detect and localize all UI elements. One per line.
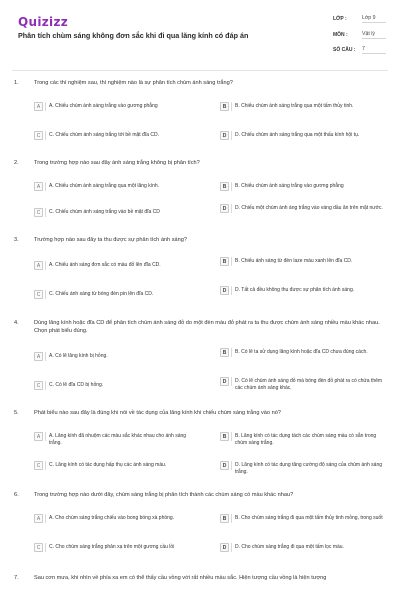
option-text: B. Chiếu chùm ánh sáng trắng vào gương phẳng [235, 183, 344, 189]
option-text: B. Chiếu chùm ánh sáng trắng qua một tấm thủy tinh. [235, 103, 354, 109]
option-letter-box: B [220, 102, 229, 111]
option-letter-box: D [220, 461, 229, 470]
option-letter-box: A [34, 352, 43, 361]
option-letter-box: C [34, 381, 43, 390]
option-letter-box: B [220, 432, 229, 441]
option-text: B. Có lẽ ta sử dụng lăng kính hoặc đĩa CD chưa đúng cách. [235, 349, 368, 355]
option-text: A. Chiếu ánh sáng đơn sắc có màu đỏ lên đĩa CD. [49, 262, 161, 268]
option-text: A. Chiếu chùm ánh sáng trắng vào gương phẳng [49, 103, 158, 109]
option-letter-box: D [220, 204, 229, 213]
option-text: C. Chiếu chùm ánh sáng trắng vào bề mặt đĩa CD [49, 209, 160, 215]
option-letter-box: D [220, 543, 229, 552]
option-text: C. Chiếu ánh sáng từ bóng đèn pin lên đĩa CD. [49, 291, 154, 297]
option-letter-box: A [34, 514, 43, 523]
option-letter-box: A [34, 432, 43, 441]
option-letter-box: C [34, 543, 43, 552]
question-number: 3. [14, 237, 19, 243]
option-letter-box: A [34, 102, 43, 111]
option-letter-box: C [34, 461, 43, 470]
question-number: 4. [14, 320, 19, 326]
option-text: D. Lăng kính có tác dụng tăng cường độ sáng của chùm ánh sáng trắng. [235, 462, 383, 475]
worksheet-header [0, 0, 400, 62]
option-letter-box: D [220, 377, 229, 386]
class-label: LỚP : [333, 16, 347, 22]
option-text: C. Chiếu chùm ánh sáng trắng tới bề mặt đĩa CD. [49, 132, 159, 138]
option-text: C. Cho chùm sáng trắng phản xạ trên một gương cầu lồi [49, 544, 175, 550]
option-letter-box: C [34, 131, 43, 140]
option-text: D. Chiếu một chùm ánh áng trắng vào váng dầu ăn trên mặt nước. [235, 205, 383, 211]
question-text: Trường hợp nào sau đây ta thu được sự phân tích ánh sáng? [34, 237, 187, 243]
option-text: A. Có lẽ lăng kính bị hỏng. [49, 353, 108, 359]
question-text: Trong các thí nghiệm sau, thí nghiệm nào là sự phân tích chùm ánh sáng trắng? [34, 80, 233, 86]
option-letter-box: C [34, 208, 43, 217]
option-letter-box: C [34, 290, 43, 299]
option-text: B. Lăng kính có tác dụng tách các chùm sáng màu có sẵn trong chùm sáng trắng. [235, 433, 377, 446]
option-letter-box: B [220, 514, 229, 523]
option-text: D. Chiếu chùm ánh sáng trắng qua một thấu kính hội tụ. [235, 132, 360, 138]
header-divider [12, 70, 388, 71]
option-letter-box: B [220, 182, 229, 191]
option-text: D. Cho chùm sáng trắng đi qua một tấm lọc màu. [235, 544, 344, 550]
count-value: 7 [362, 46, 386, 54]
option-text: D. Có lẽ chùm ánh sáng đỏ mà bóng đèn đỏ phát ra có chứa thêm các chùm ánh sáng khác. [235, 378, 383, 391]
question-number: 1. [14, 80, 19, 86]
quizizz-logo: Quizizz [18, 15, 69, 29]
worksheet-title: Phân tích chùm sáng không đơn sắc khi đi qua lăng kính có đáp án [18, 31, 249, 40]
option-text: A. Cho chùm sáng trắng chiếu vào bong bóng xà phòng. [49, 515, 175, 521]
option-letter-box: D [220, 286, 229, 295]
option-letter-box: D [220, 131, 229, 140]
question-number: 2. [14, 160, 19, 166]
option-letter-box: B [220, 348, 229, 357]
option-text: C. Có lẽ đĩa CD bị hỏng. [49, 382, 104, 388]
question-text: Sau cơn mưa, khi nhìn về phía xa em có thể thấy cầu vồng với rất nhiều màu sắc. Hiện tượng cầu vồng là hiện tượng [34, 575, 327, 581]
count-label: SỐ CÂU : [333, 47, 356, 53]
subject-label: MÔN : [333, 32, 348, 38]
question-text: Phát biểu nào sau đây là đúng khi nói về tác dụng của lăng kính khi chiếu chùm sáng trắng vào nó? [34, 410, 281, 416]
option-letter-box: B [220, 257, 229, 266]
question-text: Trong trường hợp nào dưới đây, chùm sáng trắng bị phân tích thành các chùm sáng có màu khác nhau? [34, 492, 294, 498]
subject-value: Vật lý [362, 31, 386, 39]
question-text: Dùng lăng kính hoặc đĩa CD để phân tích chùm ánh sáng đỏ do một đèn màu đỏ phát ra ta thu được chùm ánh sáng nhiều màu khác nhau. Chọn phát biểu đúng. [34, 320, 380, 334]
option-text: B. Chiếu ánh sáng từ đèn laze màu xanh lên đĩa CD. [235, 258, 353, 264]
option-letter-box: A [34, 182, 43, 191]
question-number: 6. [14, 492, 19, 498]
option-text: A. Chiếu chùm ánh sáng trắng qua một lăng kính. [49, 183, 160, 189]
option-text: C. Lăng kính có tác dụng hấp thụ các ánh sáng màu. [49, 462, 167, 468]
question-number: 5. [14, 410, 19, 416]
question-text: Trong trường hợp nào sau đây ánh sáng trắng không bị phân tích? [34, 160, 200, 166]
option-text: B. Cho chùm sáng trắng đi qua một tấm thủy tinh mỏng, trong suốt [235, 515, 383, 521]
option-text: D. Tất cả đều không thu được sự phân tích ánh sáng. [235, 287, 355, 293]
class-value: Lớp 9 [362, 15, 386, 23]
option-text: A. Lăng kính đã nhuộm các màu sắc khác nhau cho ánh sáng trắng. [49, 433, 187, 446]
question-number: 7. [14, 575, 19, 581]
option-letter-box: A [34, 261, 43, 270]
